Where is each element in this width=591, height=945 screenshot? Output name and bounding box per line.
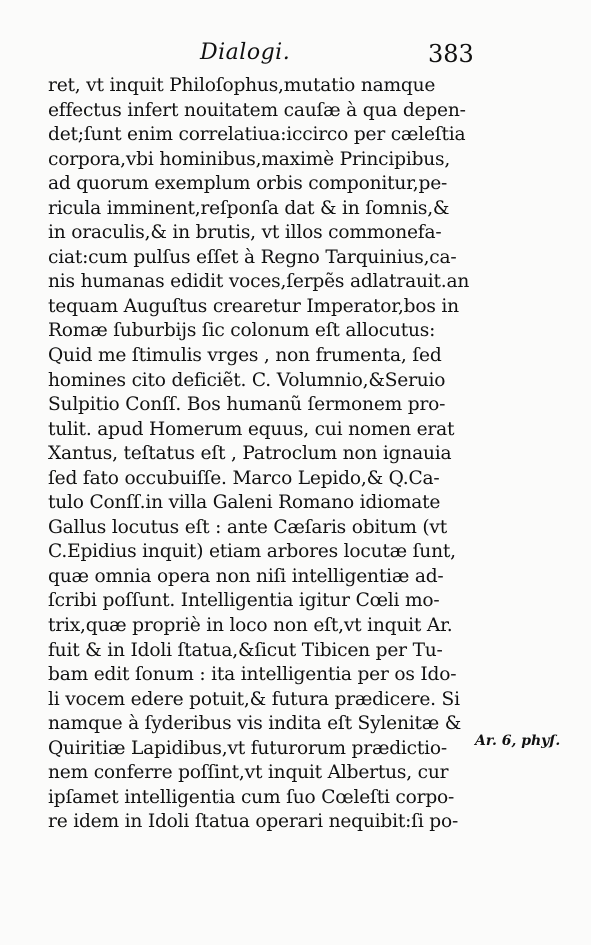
text-line: Quiritiæ Lapidibus,vt futurorum prædictio- [48, 737, 447, 759]
text-line: trix,quæ propriè in loco non eſt,vt inquit Ar. [48, 615, 453, 637]
page-number: 383 [428, 40, 474, 68]
text-line: C.Epidius inquit) etiam arbores locutæ ſunt, [48, 541, 456, 563]
text-line: corpora,vbi hominibus,maximè Principibus, [48, 148, 451, 170]
text-line: tequam Auguſtus crearetur Imperator,bos in [48, 295, 459, 317]
text-line: fuit & in Idoli ſtatua,&ſicut Tibicen per Tu- [48, 639, 443, 661]
text-line: namque à ſyderibus vis indita eſt Sylenitæ & [48, 713, 462, 735]
text-line: tulo Conſſ.in villa Galeni Romano idiomate [48, 492, 441, 514]
text-line: ſed fato occubuiſſe. Marco Lepido,& Q.Ca- [48, 467, 440, 489]
text-line: Gallus locutus eſt : ante Cæſaris obitum (vt [48, 516, 448, 538]
text-line: li vocem edere potuit,& futura prædicere. Si [48, 688, 460, 710]
text-line: ciat:cum pulſus eſſet à Regno Tarquinius,ca- [48, 246, 457, 268]
text-line: Romæ ſuburbijs ſic colonum eſt allocutus: [48, 320, 436, 342]
text-line: bam edit ſonum : ita intelligentia per os Ido- [48, 664, 457, 686]
text-line: ſcribi poſſunt. Intelligentia igitur Cœli mo- [48, 590, 440, 612]
text-line: nis humanas edidit voces,ſerpẽs adlatrauit.an [48, 271, 470, 293]
text-line: det;ſunt enim correlatiua:iccirco per cæleſtia [48, 124, 466, 146]
running-title: Dialogi. [200, 40, 291, 65]
text-line: Sulpitio Conſſ. Bos humanũ ſermonem pro- [48, 394, 446, 416]
text-line: ret, vt inquit Philoſophus,mutatio namque [48, 75, 436, 96]
body-text [48, 74, 468, 835]
text-line: homines cito deficiẽt. C. Volumnio,&Seruio [48, 369, 446, 391]
text-line: in oraculis,& in brutis, vt illos commonefa- [48, 222, 442, 244]
text-line: effectus infert nouitatem cauſæ à qua depen- [48, 99, 466, 121]
text-line: ricula imminent,reſponſa dat & in ſomnis,& [48, 197, 450, 219]
marginal-note: Ar. 6, phyſ. [475, 733, 561, 749]
text-line: Xantus, teſtatus eſt , Patroclum non ignauia [48, 443, 452, 465]
text-line: nem conferre poſſint,vt inquit Albertus, cur [48, 762, 449, 784]
text-line: re idem in Idoli ſtatua operari nequibit:ſi po- [48, 811, 459, 833]
text-line: ad quorum exemplum orbis componitur,pe- [48, 173, 448, 195]
text-line: ipſamet intelligentia cum ſuo Cœleſti corpo- [48, 786, 455, 808]
text-line: Quid me ſtimulis vrges , non frumenta, ſed [48, 345, 442, 367]
text-line: tulit. apud Homerum equus, cui nomen erat [48, 418, 455, 440]
text-line: quæ omnia opera non niſi intelligentiæ ad- [48, 565, 444, 587]
